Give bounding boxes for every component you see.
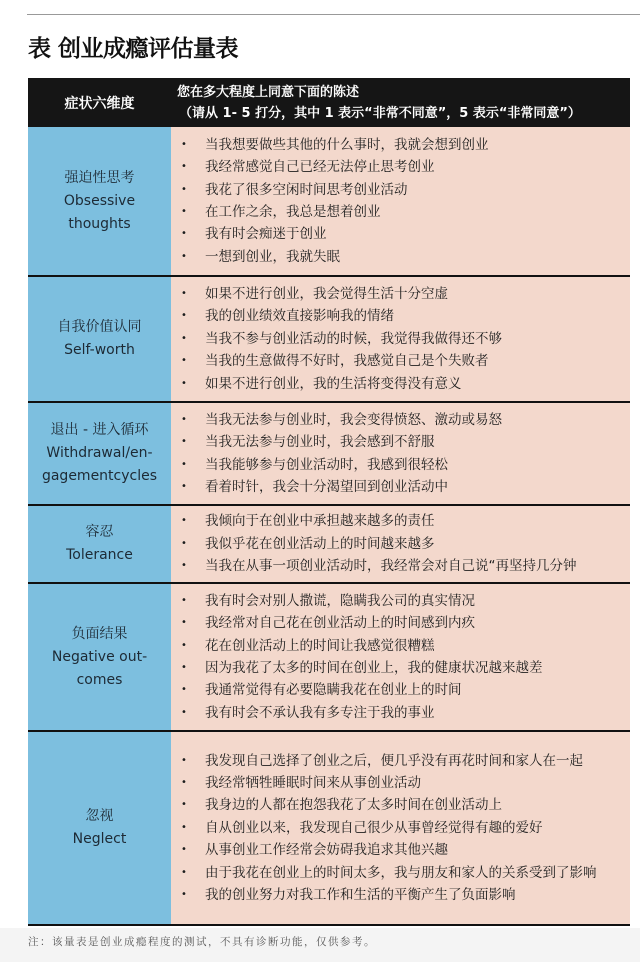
dimension-en: Negative out- (51, 648, 148, 665)
statement-text: 当我无法参与创业时，我会感到不舒服 (205, 434, 435, 451)
statement-text: 从事创业工作经常会妨碍我追求其他兴趣 (205, 842, 448, 859)
bullet-icon: • (181, 889, 187, 901)
bullet-icon: • (181, 138, 187, 150)
bullet-icon: • (181, 560, 187, 572)
statement-item (181, 409, 630, 431)
statement-text: 看着时针，我会十分渴望回到创业活动中 (205, 478, 448, 495)
statements-cell (171, 584, 630, 730)
dimension-cell (28, 732, 171, 924)
statement-text: 我似乎花在创业活动上的时间越来越多 (205, 535, 435, 552)
dimension-en: Neglect (72, 831, 127, 847)
bullet-icon: • (181, 206, 187, 217)
statement-item (181, 373, 630, 395)
dimension-zh: 负面结果 (71, 625, 128, 642)
statement-item (181, 350, 630, 372)
statement-text: 一想到创业，我就失眠 (205, 248, 340, 265)
statement-text: 花在创业活动上的时间让我感觉很糟糕 (205, 637, 435, 654)
statement-text: 我经常对自己花在创业活动上的时间感到内疚 (205, 615, 475, 632)
statement-item (181, 246, 630, 268)
statement-text: 当我的生意做得不好时，我感觉自己是个失败者 (205, 353, 489, 370)
page-title: 表 创业成瘾评估量表 (28, 36, 239, 62)
bullet-icon: • (181, 754, 187, 766)
statement-text: 我经常牺牲睡眠时间来从事创业活动 (205, 774, 421, 791)
bullet-icon: • (181, 377, 187, 389)
statement-text: 我的创业绩效直接影响我的情绪 (205, 308, 394, 325)
bullet-icon: • (181, 594, 187, 606)
footnote-text: 注：该量表是创业成瘾程度的测试，不具有诊断功能，仅供参考。 (28, 936, 376, 948)
assessment-table (28, 78, 630, 926)
statement-item (181, 510, 630, 532)
statement-item (181, 431, 630, 453)
dimension-zh: 忽视 (85, 808, 114, 824)
statements-cell (171, 732, 630, 924)
dimension-cell (28, 403, 171, 504)
bullet-icon: • (181, 662, 187, 673)
statement-item (181, 862, 630, 884)
statement-text: 自从创业以来，我发现自己很少从事曾经觉得有趣的爱好 (205, 819, 543, 836)
statement-item (181, 179, 630, 201)
statement-text: 由于我花在创业上的时间太多，我与朋友和家人的关系受到了影响 (205, 864, 597, 881)
statement-item (181, 702, 630, 724)
bullet-icon: • (181, 355, 187, 367)
dimension-zh: 强迫性思考 (64, 169, 135, 186)
statement-text: 我花了很多空闲时间思考创业活动 (205, 181, 408, 198)
statement-item (181, 635, 630, 657)
statements-cell (171, 127, 630, 275)
dimension-en: Self-worth (64, 342, 135, 358)
statement-text: 在工作之余，我总是想着创业 (205, 204, 381, 220)
top-divider (27, 14, 640, 15)
dimension-cell (28, 506, 171, 582)
statement-text: 我通常觉得有必要隐瞒我花在创业上的时间 (205, 682, 462, 699)
bullet-icon: • (181, 436, 187, 448)
bullet-icon: • (181, 799, 187, 811)
statement-text: 我身边的人都在抱怨我花了太多时间在创业活动上 (205, 797, 502, 814)
bullet-icon: • (181, 413, 187, 425)
dimension-en: thoughts (68, 215, 131, 232)
statement-item (181, 134, 630, 156)
statement-text: 我有时会不承认我有多专注于我的事业 (205, 704, 435, 721)
header-statement (171, 78, 630, 127)
bullet-icon: • (181, 250, 187, 262)
bullet-icon: • (181, 332, 187, 344)
header-dimension: 症状六维度 (64, 95, 135, 112)
statement-item (181, 679, 630, 701)
statements-cell (171, 277, 630, 401)
statement-item (181, 156, 630, 178)
dimension-cell (28, 277, 171, 401)
table-row (28, 277, 630, 403)
statement-text: 我有时会对别人撒谎，隐瞒我公司的真实情况 (205, 592, 475, 609)
dimension-en: Withdrawal/en- (46, 445, 153, 461)
statement-item (181, 283, 630, 305)
bullet-icon: • (181, 684, 187, 696)
statement-item (181, 794, 630, 816)
statement-item (181, 476, 630, 498)
statement-item (181, 454, 630, 476)
statement-item (181, 884, 630, 906)
dimension-en: comes (76, 671, 123, 688)
table-row (28, 584, 630, 732)
statement-text: 我经常感觉自己已经无法停止思考创业 (205, 159, 435, 176)
table-header (28, 78, 630, 127)
bullet-icon: • (181, 617, 187, 629)
table-row (28, 732, 630, 926)
statement-text: 当我能够参与创业活动时，我感到很轻松 (205, 456, 448, 473)
bullet-icon: • (181, 228, 187, 240)
bullet-icon: • (181, 706, 187, 718)
bullet-icon: • (181, 458, 187, 470)
statement-item (181, 223, 630, 245)
bullet-icon: • (181, 183, 187, 195)
header-statement-instruction: （请从 1- 5 打分，其中 1 表示“非常不同意”，5 表示“非常同意”） (179, 106, 581, 121)
statement-text: 如果不进行创业，我的生活将变得没有意义 (205, 375, 462, 392)
statement-text: 当我无法参与创业时，我会变得愤怒、激动或易怒 (205, 411, 502, 428)
bullet-icon: • (181, 310, 187, 322)
bullet-icon: • (181, 161, 187, 173)
bullet-icon: • (181, 639, 187, 651)
statement-text: 因为我花了太多的时间在创业上，我的健康状况越来越差 (205, 660, 543, 676)
statements-cell (171, 403, 630, 504)
statement-text: 我的创业努力对我工作和生活的平衡产生了负面影响 (205, 887, 516, 904)
table-row (28, 127, 630, 277)
dimension-zh: 容忍 (85, 524, 114, 540)
bullet-icon: • (181, 776, 187, 788)
statement-text: 我倾向于在创业中承担越来越多的责任 (205, 513, 435, 530)
statement-item (181, 817, 630, 839)
dimension-en: gagementcycles (41, 468, 158, 484)
statement-item (181, 305, 630, 327)
statement-item (181, 590, 630, 612)
statement-item (181, 555, 630, 577)
statement-item (181, 533, 630, 555)
statement-item (181, 328, 630, 350)
statement-item (181, 839, 630, 861)
dimension-cell (28, 584, 171, 730)
bullet-icon: • (181, 480, 187, 492)
dimension-en: Tolerance (66, 547, 133, 563)
dimension-en: Obsessive (63, 192, 136, 209)
statement-text: 当我想要做些其他的什么事时，我就会想到创业 (205, 136, 489, 153)
statement-item (181, 772, 630, 794)
statement-item (181, 201, 630, 223)
table-row (28, 403, 630, 506)
statement-text: 当我在从事一项创业活动时，我经常会对自己说“再坚持几分钟 (205, 558, 577, 575)
dimension-zh: 退出 - 进入循环 (50, 422, 149, 438)
header-statement-title: 您在多大程度上同意下面的陈述 (177, 85, 360, 100)
statement-item (181, 657, 630, 679)
statement-text: 当我不参与创业活动的时候，我觉得我做得还不够 (205, 330, 502, 347)
dimension-cell (28, 127, 171, 275)
bullet-icon: • (181, 866, 187, 878)
statement-text: 如果不进行创业，我会觉得生活十分空虚 (205, 285, 448, 302)
bullet-icon: • (181, 821, 187, 833)
bullet-icon: • (181, 515, 187, 527)
bullet-icon: • (181, 287, 187, 299)
statement-text: 我发现自己选择了创业之后，便几乎没有再花时间和家人在一起 (205, 752, 583, 769)
statements-cell (171, 506, 630, 582)
bullet-icon: • (181, 537, 187, 549)
bullet-icon: • (181, 844, 187, 856)
footnote (0, 928, 640, 962)
statement-item (181, 612, 630, 634)
statement-text: 我有时会痴迷于创业 (205, 226, 327, 243)
statement-item (181, 750, 630, 772)
dimension-zh: 自我价值认同 (57, 319, 142, 335)
table-row (28, 506, 630, 584)
